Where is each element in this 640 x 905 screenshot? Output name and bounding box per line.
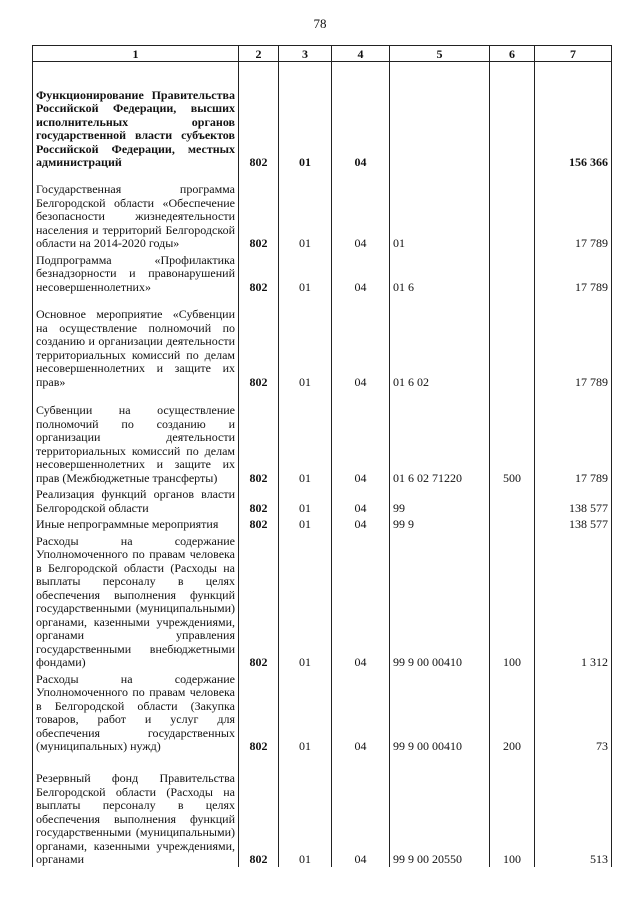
cell-subsection: 01	[279, 392, 332, 488]
cell-expense-type: 200	[490, 673, 535, 757]
cell-subsection: 01	[279, 254, 332, 298]
cell-code	[390, 62, 490, 173]
cell-target: 04	[332, 297, 390, 392]
column-header: 5	[390, 46, 490, 62]
page-number: 78	[313, 16, 327, 31]
table-row	[33, 173, 612, 254]
row-name: Субвенции на осуществление полномочий по созданию и организации деятельности территориальных комиссий по делам несовершеннолетних и защите их прав (Межбюджетные трансферты)	[33, 392, 239, 488]
cell-target: 04	[332, 173, 390, 254]
table-row	[33, 254, 612, 298]
column-header: 1	[33, 46, 239, 62]
table-row	[33, 297, 612, 392]
cell-code: 99 9	[390, 518, 490, 535]
cell-section: 802	[239, 673, 279, 757]
cell-target: 04	[332, 392, 390, 488]
row-name: Реализация функций органов власти Белгородской области	[33, 488, 239, 518]
cell-target: 04	[332, 673, 390, 757]
cell-amount: 138 577	[535, 488, 612, 518]
column-header: 6	[490, 46, 535, 62]
cell-code: 99 9 00 20550	[390, 757, 490, 867]
cell-target: 04	[332, 757, 390, 867]
column-header: 7	[535, 46, 612, 62]
table-row	[33, 488, 612, 518]
cell-amount: 17 789	[535, 254, 612, 298]
cell-expense-type: 500	[490, 392, 535, 488]
cell-amount: 73	[535, 673, 612, 757]
cell-section: 802	[239, 173, 279, 254]
cell-code: 01 6 02 71220	[390, 392, 490, 488]
table-row	[33, 392, 612, 488]
cell-expense-type	[490, 173, 535, 254]
cell-expense-type: 100	[490, 535, 535, 673]
cell-subsection: 01	[279, 297, 332, 392]
cell-subsection: 01	[279, 173, 332, 254]
cell-code: 99 9 00 00410	[390, 673, 490, 757]
cell-target: 04	[332, 254, 390, 298]
cell-code: 99 9 00 00410	[390, 535, 490, 673]
cell-subsection: 01	[279, 488, 332, 518]
column-header: 3	[279, 46, 332, 62]
cell-amount: 17 789	[535, 297, 612, 392]
cell-target: 04	[332, 535, 390, 673]
cell-section: 802	[239, 297, 279, 392]
cell-subsection: 01	[279, 518, 332, 535]
row-name: Государственная программа Белгородской области «Обеспечение безопасности жизнедеятельности населения и территорий Белгородской области на 2014-2020 годы»	[33, 173, 239, 254]
cell-section: 802	[239, 757, 279, 867]
row-name: Функционирование Правительства Российской Федерации, высших исполнительных органов государственной власти субъектов Российской Федерации, местных администраций	[33, 62, 239, 173]
budget-table	[32, 45, 612, 867]
row-name: Расходы на содержание Уполномоченного по правам человека в Белгородской области (Расходы на выплаты персоналу в целях обеспечения выполнения функций государственными (муниципальными) органами, казенными учреждениями, органами управления государственными внебюджетными фондами)	[33, 535, 239, 673]
cell-section: 802	[239, 62, 279, 173]
column-header: 4	[332, 46, 390, 62]
cell-amount: 17 789	[535, 173, 612, 254]
cell-subsection: 01	[279, 535, 332, 673]
cell-section: 802	[239, 518, 279, 535]
cell-section: 802	[239, 392, 279, 488]
cell-subsection: 01	[279, 673, 332, 757]
cell-target: 04	[332, 62, 390, 173]
table-row	[33, 518, 612, 535]
cell-expense-type	[490, 488, 535, 518]
cell-subsection: 01	[279, 62, 332, 173]
cell-code: 01 6 02	[390, 297, 490, 392]
table-header-row	[33, 46, 612, 62]
column-header: 2	[239, 46, 279, 62]
cell-section: 802	[239, 254, 279, 298]
row-name: Резервный фонд Правительства Белгородской области (Расходы на выплаты персоналу в целях обеспечения выполнения функций государственными (муниципальными) органами, казенными учреждениями, органами	[33, 757, 239, 867]
table-row	[33, 62, 612, 173]
cell-amount: 513	[535, 757, 612, 867]
cell-section: 802	[239, 535, 279, 673]
cell-target: 04	[332, 518, 390, 535]
table-row	[33, 673, 612, 757]
table-row	[33, 757, 612, 867]
row-name: Расходы на содержание Уполномоченного по правам человека в Белгородской области (Закупка товаров, работ и услуг для обеспечения государственных (муниципальных) нужд)	[33, 673, 239, 757]
cell-expense-type	[490, 518, 535, 535]
cell-expense-type	[490, 254, 535, 298]
cell-amount: 17 789	[535, 392, 612, 488]
cell-section: 802	[239, 488, 279, 518]
cell-amount: 138 577	[535, 518, 612, 535]
cell-expense-type: 100	[490, 757, 535, 867]
row-name: Иные непрограммные мероприятия	[33, 518, 239, 535]
cell-target: 04	[332, 488, 390, 518]
cell-code: 01	[390, 173, 490, 254]
cell-expense-type	[490, 62, 535, 173]
row-name: Основное мероприятие «Субвенции на осуществление полномочий по созданию и организации деятельности территориальных комиссий по делам несовершеннолетних и защите их прав»	[33, 297, 239, 392]
cell-expense-type	[490, 297, 535, 392]
cell-amount: 156 366	[535, 62, 612, 173]
cell-code: 01 6	[390, 254, 490, 298]
cell-amount: 1 312	[535, 535, 612, 673]
cell-subsection: 01	[279, 757, 332, 867]
table-row	[33, 535, 612, 673]
row-name: Подпрограмма «Профилактика безнадзорности и правонарушений несовершеннолетних»	[33, 254, 239, 298]
cell-code: 99	[390, 488, 490, 518]
